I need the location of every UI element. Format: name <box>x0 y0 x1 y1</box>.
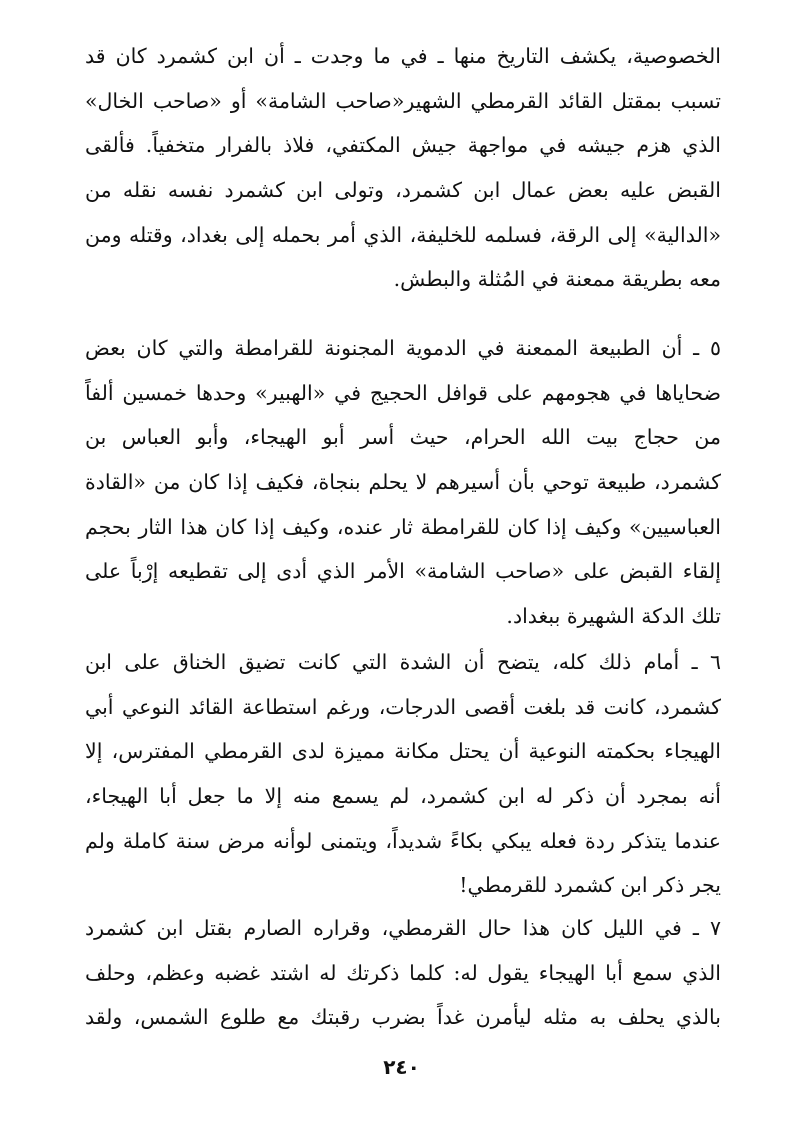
paragraph-1 <box>85 34 721 302</box>
paragraph-2 <box>85 326 721 639</box>
text-line: العباسيين» وكيف إذا كان للقرامطة ثار عنده، وكيف إذا كان هذا الثار بحجم <box>85 514 721 539</box>
paragraph-4 <box>85 906 721 1040</box>
text-line: أنه بمجرد أن ذكر له ابن كشمرد، لم يسمع منه إلا ما جعل أبا الهيجاء، <box>85 784 721 809</box>
paragraph-3 <box>85 640 721 908</box>
text-line: تلك الدكة الشهيرة ببغداد. <box>506 604 721 629</box>
text-line: ضحاياها في هجومهم على قوافل الحجيج في «الهبير» وحدها خمسين ألفاً <box>85 380 721 405</box>
text-line: عندما يتذكر ردة فعله يبكي بكاءً شديداً، ويتمنى لوأنه مرض سنة كاملة ولم <box>85 828 721 853</box>
text-line: الذي سمع أبا الهيجاء يقول له: كلما ذكرتك له اشتد غضبه وعظم، وحلف <box>85 960 721 985</box>
text-line: معه بطريقة ممعنة في المُثلة والبطش. <box>393 267 721 292</box>
text-line: كشمرد، طبيعة توحي بأن أسيرهم لا يحلم بنجاة، فكيف إذا كان من «القادة <box>85 470 721 495</box>
text-line: الهيجاء بحكمته النوعية أن يحتل مكانة مميزة لدى القرمطي المفترس، إلا <box>85 739 721 764</box>
page-number: ٢٤٠ <box>383 1055 420 1079</box>
book-page <box>85 34 721 1094</box>
text-line: تسبب بمقتل القائد القرمطي الشهير«صاحب الشامة» أو «صاحب الخال» <box>85 88 721 113</box>
text-line: من حجاج بيت الله الحرام، حيث أسر أبو الهيجاء، وأبو العباس بن <box>85 425 721 450</box>
text-line: ٥ ـ أن الطبيعة الممعنة في الدموية المجنونة للقرامطة والتي كان بعض <box>85 336 721 360</box>
text-line: «الدالية» إلى الرقة، فسلمه للخليفة، الذي أمر بحمله إلى بغداد، وقتله ومن <box>85 222 721 247</box>
text-line: بالذي يحلف به مثله ليأمرن غداً بضرب رقبتك مع طلوع الشمس، ولقد <box>85 1005 721 1030</box>
text-line: ٦ ـ أمام ذلك كله، يتضح أن الشدة التي كانت تضيق الخناق على ابن <box>85 650 721 674</box>
text-line: الذي هزم جيشه في مواجهة جيش المكتفي، فلاذ بالفرار متخفياً. فألقى <box>85 133 721 158</box>
text-line: ٧ ـ في الليل كان هذا حال القرمطي، وقراره الصارم بقتل ابن كشمرد <box>85 916 721 940</box>
text-line: القبض عليه بعض عمال ابن كشمرد، وتولى ابن كشمرد نفسه نقله من <box>85 178 721 203</box>
text-line: الخصوصية، يكشف التاريخ منها ـ في ما وجدت ـ أن ابن كشمرد كان قد <box>85 44 721 68</box>
text-line: يجر ذكر ابن كشمرد للقرمطي! <box>459 873 721 898</box>
text-line: إلقاء القبض على «صاحب الشامة» الأمر الذي أدى إلى تقطيعه إرْباً على <box>85 559 721 584</box>
text-line: كشمرد، كانت قد بلغت أقصى الدرجات، ورغم استطاعة القائد النوعي أبي <box>85 694 721 719</box>
